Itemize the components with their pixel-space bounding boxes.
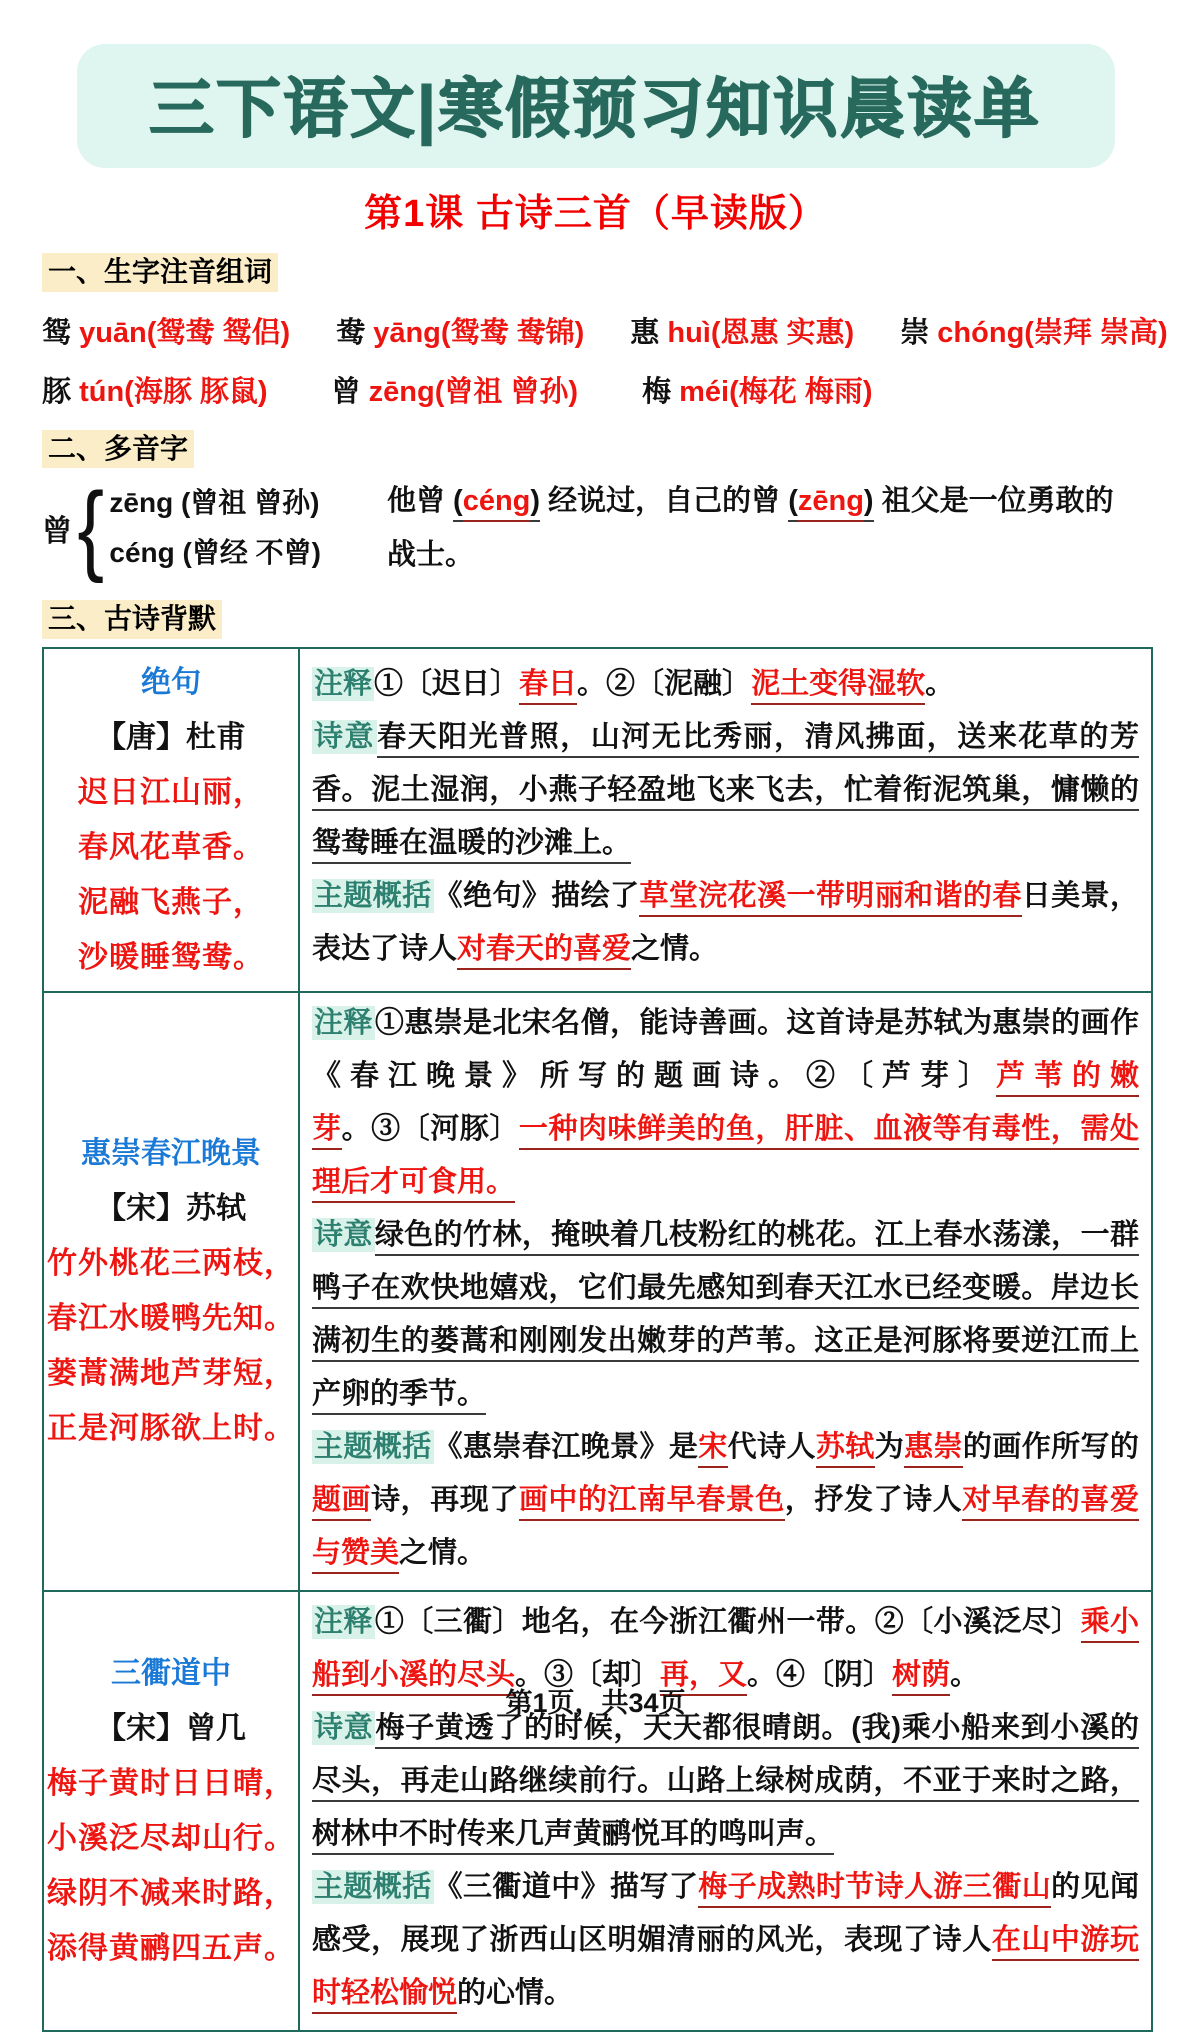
- poem-line: 小溪泛尽却山行。: [47, 1821, 295, 1855]
- polyphone-reading-1: zēng (曾祖 曾孙): [109, 487, 320, 519]
- text-segment: 宋: [698, 1431, 727, 1468]
- text-segment: 泥土变得湿软: [751, 668, 925, 705]
- text-segment: 《绝句》描绘了: [433, 879, 640, 912]
- poems-table: [42, 647, 1153, 2032]
- text-segment: (: [453, 485, 463, 522]
- annotation-cell: [299, 648, 1152, 992]
- table-row: [43, 648, 1152, 992]
- example-sentence: [387, 474, 1127, 582]
- poem-title: 惠崇春江晚景: [81, 1137, 261, 1171]
- pinyin-line-2: [42, 369, 1149, 410]
- text-segment: 对春天的喜爱: [457, 933, 631, 970]
- text-segment: 诗，再现了: [371, 1483, 519, 1516]
- poem-author: 【宋】苏轼: [96, 1192, 246, 1226]
- text-segment: ): [530, 485, 540, 522]
- poem-cell: [43, 992, 299, 1591]
- text-segment: ，抒发了诗人: [784, 1483, 963, 1516]
- text-segment: 主题概括: [314, 879, 432, 912]
- text-segment: 树荫: [892, 1659, 950, 1696]
- poem-line: 泥融飞燕子，: [78, 885, 264, 919]
- poem-line: 正是河豚欲上时。: [47, 1412, 295, 1446]
- text-segment: 《三衢道中》描写了: [433, 1870, 699, 1903]
- text-segment: 苏轼: [816, 1431, 875, 1468]
- text-segment: 之情。: [399, 1536, 487, 1569]
- text-segment: 代诗人: [727, 1430, 816, 1463]
- text-segment: 。④〔阴〕: [747, 1658, 893, 1691]
- text-segment: 经说过，自己的曾: [540, 485, 789, 518]
- section-heading-polyphones: 二、多音字: [42, 430, 194, 469]
- text-segment: 题画: [312, 1484, 371, 1521]
- text-segment: 为: [874, 1430, 905, 1463]
- table-row: [43, 1591, 1152, 2031]
- poem-line: 沙暖睡鸳鸯。: [78, 940, 264, 974]
- text-segment: 在山中游玩时轻松愉悦: [312, 1924, 1139, 2014]
- text-segment: ): [864, 485, 874, 522]
- worksheet-page: [0, 44, 1191, 2009]
- poem-line: 春江水暖鸭先知。: [47, 1302, 295, 1336]
- annotation-cell: [299, 1591, 1152, 2031]
- text-segment: 春天阳光普照，山河无比秀丽，清风拂面，送来花草的芳香。泥土湿润，小燕子轻盈地飞来飞去，忙着衔泥筑巢，慵懒的鸳鸯睡在温暖的沙滩上。: [312, 721, 1139, 864]
- text-segment: 。: [950, 1658, 980, 1691]
- poem-cell: [43, 1591, 299, 2031]
- text-segment: 。③〔河豚〕: [341, 1112, 519, 1145]
- poem-cell: [43, 648, 299, 992]
- pinyin-entry: 豚 tún(海豚 豚鼠): [42, 375, 268, 408]
- text-segment: 绿色的竹林，掩映着几枝粉红的桃花。江上春水荡漾，一群鸭子在欢快地嬉戏，它们最先感知到春天江水已经变暖。岸边长满初生的蒌蒿和刚刚发出嫩芽的芦苇。这正是河豚将要逆江而上产卵的季节。: [312, 1219, 1139, 1415]
- text-segment: 主题概括: [314, 1430, 432, 1463]
- page-content: [0, 253, 1191, 2032]
- pinyin-entry: 鸯 yāng(鸳鸯 鸯锦): [336, 316, 585, 349]
- pinyin-entry: 崇 chóng(崇拜 崇高): [900, 316, 1168, 349]
- text-segment: ①〔迟日〕: [374, 667, 520, 700]
- poem-title: 三衢道中: [111, 1656, 231, 1690]
- section-heading-poem-recitation: 三、古诗背默: [42, 600, 222, 639]
- text-segment: 乘小船到小溪的尽头: [312, 1606, 1139, 1696]
- text-segment: 惠崇: [904, 1431, 963, 1468]
- poem-line: 蒌蒿满地芦芽短，: [47, 1357, 295, 1391]
- text-segment: 梅子黄透了的时候，天天都很晴朗。(我)乘小船来到小溪的尽头，再走山路继续前行。山路上绿树成荫，不亚于来时之路，树林中不时传来几声黄鹂悦耳的鸣叫声。: [312, 1712, 1139, 1855]
- text-segment: 《惠崇春江晚景》是: [433, 1430, 699, 1463]
- lesson-subtitle: 第1课 古诗三首（早读版）: [364, 193, 827, 235]
- theme-paragraph: [312, 870, 1139, 976]
- text-segment: 的心情。: [457, 1976, 574, 2009]
- pinyin-entry: 梅 méi(梅花 梅雨): [642, 375, 873, 408]
- notes-paragraph: [312, 997, 1139, 1209]
- text-segment: 的画作所写的: [962, 1430, 1139, 1463]
- page-title: 三下语文|寒假预习知识晨读单: [149, 73, 1042, 145]
- notes-paragraph: [312, 658, 1139, 711]
- text-segment: ①惠崇是北宋名僧，能诗善画。这首诗是苏轼为惠崇的画作《春江晚景》所写的题画诗。②〔芦芽〕: [312, 1006, 1139, 1092]
- page-title-banner: [77, 44, 1115, 168]
- polyphone-reading-2: céng (曾经 不曾): [109, 537, 321, 569]
- text-segment: 对早春的喜爱与赞美: [312, 1484, 1139, 1574]
- text-segment: 诗意: [314, 720, 376, 753]
- polyphone-character: 曾: [42, 515, 72, 549]
- theme-paragraph: [312, 1861, 1139, 2020]
- poem-line: 竹外桃花三两枝，: [47, 1247, 295, 1281]
- text-segment: 诗意: [314, 1218, 373, 1251]
- text-segment: 之情。: [631, 932, 719, 965]
- meaning-paragraph: [312, 711, 1139, 870]
- text-segment: 祖父是一位勇敢的战士。: [386, 485, 1114, 572]
- polyphone-reading-list: [109, 478, 321, 578]
- text-segment: 的见闻感受，展现了浙西山区明媚清丽的风光，表现了诗人: [312, 1870, 1139, 1956]
- polyphone-block: [42, 472, 1149, 585]
- poem-author: 【宋】曾几: [96, 1711, 246, 1745]
- pinyin-entry: 惠 huì(恩惠 实惠): [630, 316, 855, 349]
- pinyin-entry: 曾 zēng(曾祖 曾孙): [331, 375, 579, 408]
- text-segment: 。②〔泥融〕: [577, 667, 752, 700]
- text-segment: (: [788, 485, 798, 522]
- text-segment: 他曾: [386, 485, 454, 518]
- poem-line: 迟日江山丽，: [78, 775, 264, 809]
- text-segment: 注释: [314, 1006, 373, 1039]
- text-segment: 一种肉味鲜美的鱼，肝脏、血液等有毒性，需处理后才可食用。: [312, 1113, 1139, 1203]
- pinyin-line-1: [42, 310, 1168, 351]
- theme-paragraph: [312, 1421, 1139, 1580]
- text-segment: 注释: [314, 667, 373, 700]
- text-segment: zēng: [798, 485, 864, 522]
- poem-line: 绿阴不减来时路，: [47, 1876, 295, 1910]
- meaning-paragraph: [312, 1209, 1139, 1421]
- meaning-paragraph: [312, 1702, 1139, 1861]
- poem-line: 梅子黄时日日晴，: [47, 1766, 295, 1800]
- section-heading-pinyin-words: 一、生字注音组词: [42, 253, 278, 292]
- text-segment: 芦苇的嫩芽: [312, 1060, 1139, 1150]
- text-segment: 春日: [519, 668, 577, 705]
- text-segment: 主题概括: [314, 1870, 432, 1903]
- text-segment: 梅子成熟时节诗人游三衢山: [698, 1871, 1051, 1908]
- poem-line: 添得黄鹂四五声。: [47, 1931, 295, 1965]
- text-segment: 诗意: [314, 1711, 374, 1744]
- text-segment: 再，又: [660, 1659, 747, 1696]
- text-segment: 。③〔却〕: [515, 1658, 661, 1691]
- annotation-cell: [299, 992, 1152, 1591]
- page-footer: 第1页，共34页: [505, 1688, 686, 1718]
- poem-line: 春风花草香。: [78, 830, 264, 864]
- text-segment: 注释: [314, 1605, 373, 1638]
- polyphone-readings: [42, 472, 321, 585]
- text-segment: 日美景，表达了诗人: [312, 879, 1139, 965]
- brace-icon: {: [77, 472, 105, 585]
- table-row: [43, 992, 1152, 1591]
- poem-title: 绝句: [141, 665, 201, 699]
- text-segment: 画中的江南早春景色: [519, 1484, 785, 1521]
- text-segment: 草堂浣花溪一带明丽和谐的春: [639, 880, 1021, 917]
- text-segment: ①〔三衢〕地名，在今浙江衢州一带。②〔小溪泛尽〕: [374, 1605, 1081, 1638]
- pinyin-entry: 鸳 yuān(鸳鸯 鸳侣): [42, 316, 291, 349]
- text-segment: céng: [463, 485, 531, 522]
- text-segment: 。: [925, 667, 955, 700]
- poem-author: 【唐】杜甫: [96, 720, 246, 754]
